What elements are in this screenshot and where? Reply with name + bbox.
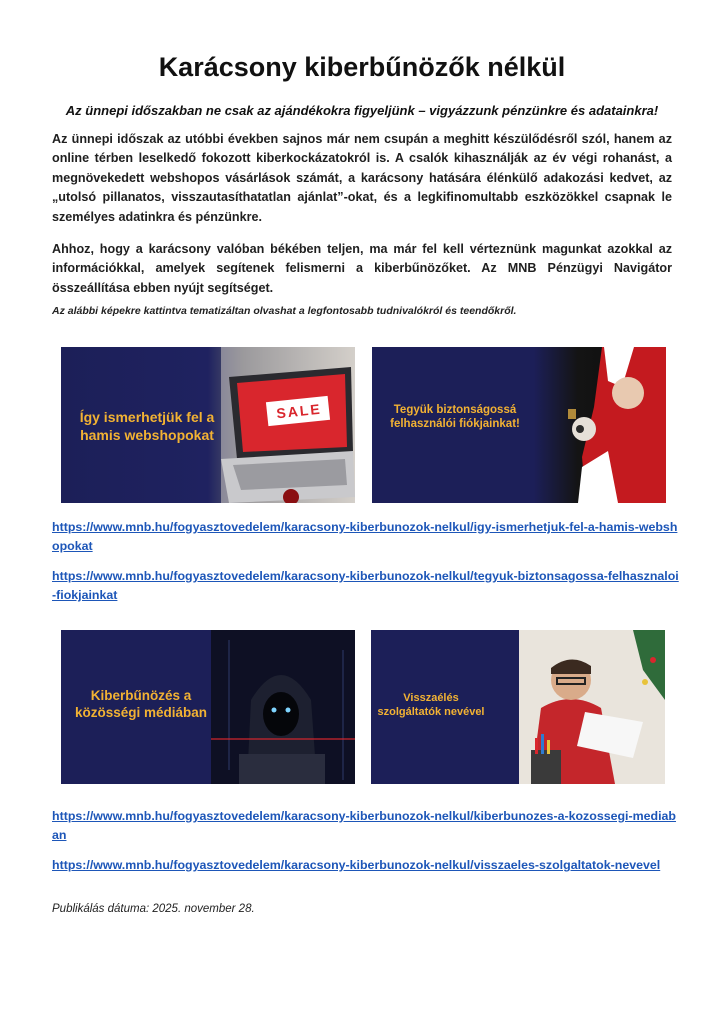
social-media-cybercrime-link[interactable]: https://www.mnb.hu/fogyasztovedelem/karacsony-kiberbunozok-nelkul/kiberbunozes-a-kozossegi-mediaban bbox=[52, 809, 677, 842]
tile-caption: Kiberbűnözés a közösségi médiában bbox=[74, 688, 208, 720]
instruction-note: Az alábbi képekre kattintva tematizáltan olvashat a legfontosabb tudnivalókról és teendőkről. bbox=[52, 305, 517, 317]
page-title: Karácsony kiberbűnözők nélkül bbox=[158, 52, 566, 82]
social-media-cybercrime-image-tile[interactable] bbox=[61, 630, 355, 784]
secure-accounts-image-tile[interactable] bbox=[372, 347, 666, 503]
fake-webshops-link[interactable]: https://www.mnb.hu/fogyasztovedelem/karacsony-kiberbunozok-nelkul/igy-ismerhetjuk-fel-a-hamis-webshopokat bbox=[52, 520, 678, 553]
fake-webshops-image-tile[interactable] bbox=[61, 347, 355, 503]
tile-caption: Így ismerhetjük fel a hamis webshopokat bbox=[79, 409, 215, 443]
sale-label: SALE bbox=[275, 400, 323, 422]
publication-date: Publikálás dátuma: 2025. november 28. bbox=[52, 903, 255, 915]
intro-paragraph: Az ünnepi időszak az utóbbi években sajnos már nem csupán a meghitt készülődésről szól, hanem az online térben leselkedő fokozott kiberkockázatokról is. A csalók kihasználják az év végi rohanást, a megnövekedett webshopos vásárlások számát, a karácsony hatására élénkülő adakozási kedvet, az „utolsó pillanatos, visszautasíthatatlan ajánlat”-okat, és a legkifinomultabb eszközökkel csapnak le személyes adatinkra és pénzünkre. bbox=[52, 132, 672, 224]
tile-caption: Visszaélés szolgáltatók nevével bbox=[377, 692, 485, 718]
second-paragraph: Ahhoz, hogy a karácsony valóban békében teljen, ma már fel kell vérteznünk magunkat azokkal az információkkal, amelyek segítenek felismerni a kiberbűnözőket. Az MNB Pénzügyi Navigátor összeállítása ebben nyújt segítséget. bbox=[52, 242, 672, 295]
tile-caption: Tegyük biztonságossá felhasználói fiókjainkat! bbox=[390, 404, 520, 431]
secure-accounts-link[interactable]: https://www.mnb.hu/fogyasztovedelem/karacsony-kiberbunozok-nelkul/tegyuk-biztonsagossa-felhasznaloi-fiokjainkat bbox=[52, 569, 679, 602]
provider-impersonation-image-tile[interactable] bbox=[371, 630, 665, 784]
provider-impersonation-link[interactable]: https://www.mnb.hu/fogyasztovedelem/karacsony-kiberbunozok-nelkul/visszaeles-szolgaltatok-nevevel bbox=[52, 858, 661, 872]
page-subtitle: Az ünnepi időszakban ne csak az ajándékokra figyeljünk – vigyázzunk pénzünkre és adatainkra! bbox=[65, 103, 659, 118]
